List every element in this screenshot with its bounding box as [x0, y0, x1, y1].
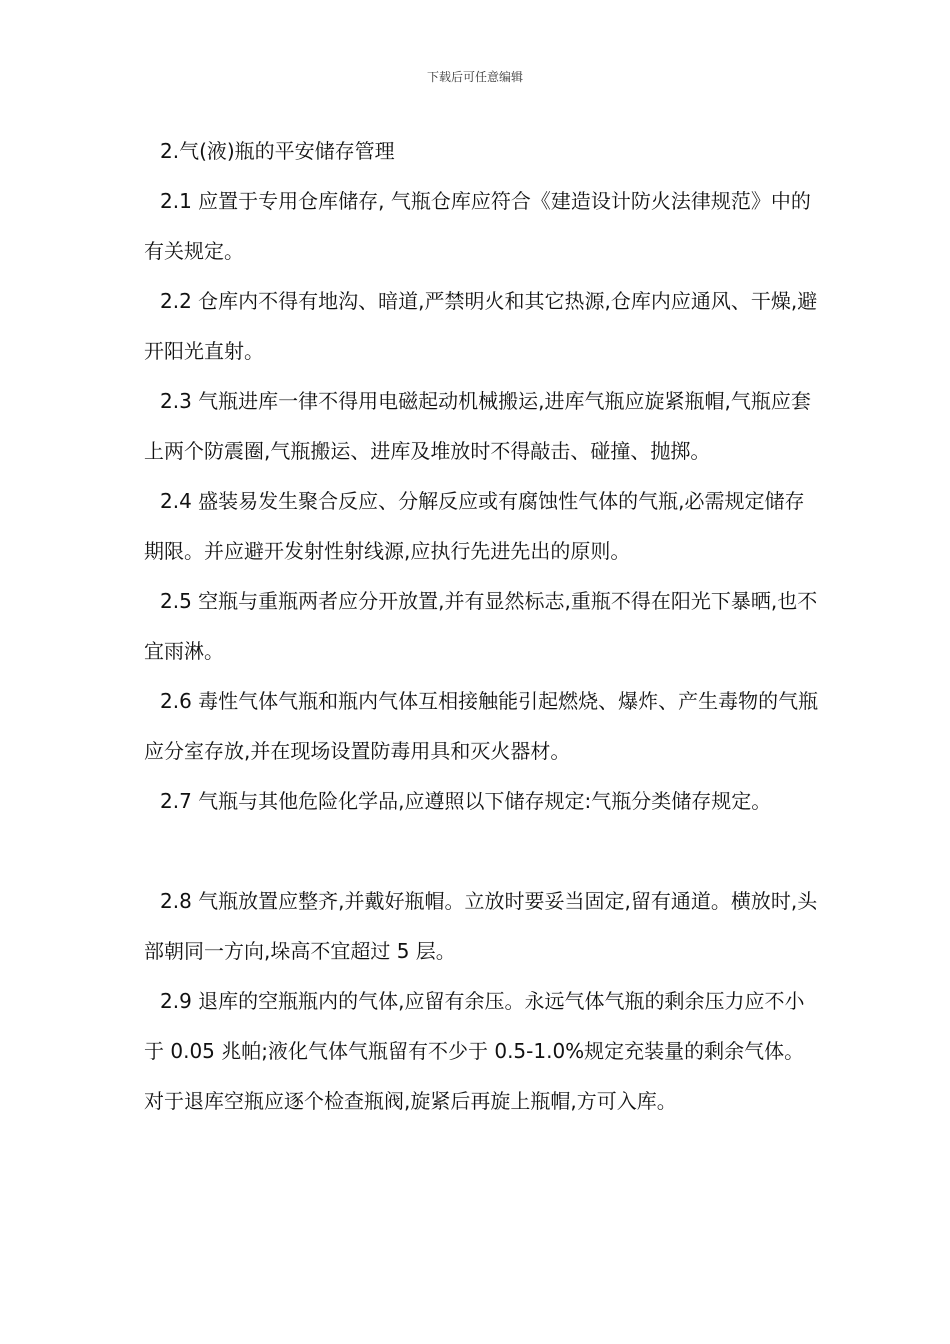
paragraph-2-2: 2.2 仓库内不得有地沟、暗道,严禁明火和其它热源,仓库内应通风、干燥,避开阳光直射。 [144, 289, 818, 363]
document-body [144, 126, 824, 1126]
page-header-note: 下载后可任意编辑 [426, 70, 523, 84]
paragraph-2-1: 2.1 应置于专用仓库储存, 气瓶仓库应符合《建造设计防火法律规范》中的有关规定。 [144, 189, 811, 263]
paragraph-2-7: 2.7 气瓶与其他危险化学品,应遵照以下储存规定:气瓶分类储存规定。 [160, 789, 772, 813]
section-title: 2.气(液)瓶的平安储存管理 [160, 139, 395, 163]
paragraph-2-4: 2.4 盛装易发生聚合反应、分解反应或有腐蚀性气体的气瓶,必需规定储存期限。并应避开发射性射线源,应执行先进先出的原则。 [144, 489, 805, 563]
paragraph-2-5: 2.5 空瓶与重瓶两者应分开放置,并有显然标志,重瓶不得在阳光下暴晒,也不宜雨淋。 [144, 589, 818, 663]
paragraph-2-6: 2.6 毒性气体气瓶和瓶内气体互相接触能引起燃烧、爆炸、产生毒物的气瓶应分室存放,并在现场设置防毒用具和灭火器材。 [144, 689, 819, 763]
paragraph-2-8: 2.8 气瓶放置应整齐,并戴好瓶帽。立放时要妥当固定,留有通道。横放时,头部朝同一方向,垛高不宜超过 5 层。 [144, 889, 818, 963]
paragraph-2-9: 2.9 退库的空瓶瓶内的气体,应留有余压。永远气体气瓶的剩余压力应不小于 0.05 兆帕;液化气体气瓶留有不少于 0.5-1.0%规定充装量的剩余气体。对于退库空瓶应逐个检查瓶阀,旋紧后再旋上瓶帽,方可入库。 [144, 989, 805, 1113]
blank-line [144, 826, 824, 876]
paragraph-2-3: 2.3 气瓶进库一律不得用电磁起动机械搬运,进库气瓶应旋紧瓶帽,气瓶应套上两个防震圈,气瓶搬运、进库及堆放时不得敲击、碰撞、抛掷。 [144, 389, 811, 463]
